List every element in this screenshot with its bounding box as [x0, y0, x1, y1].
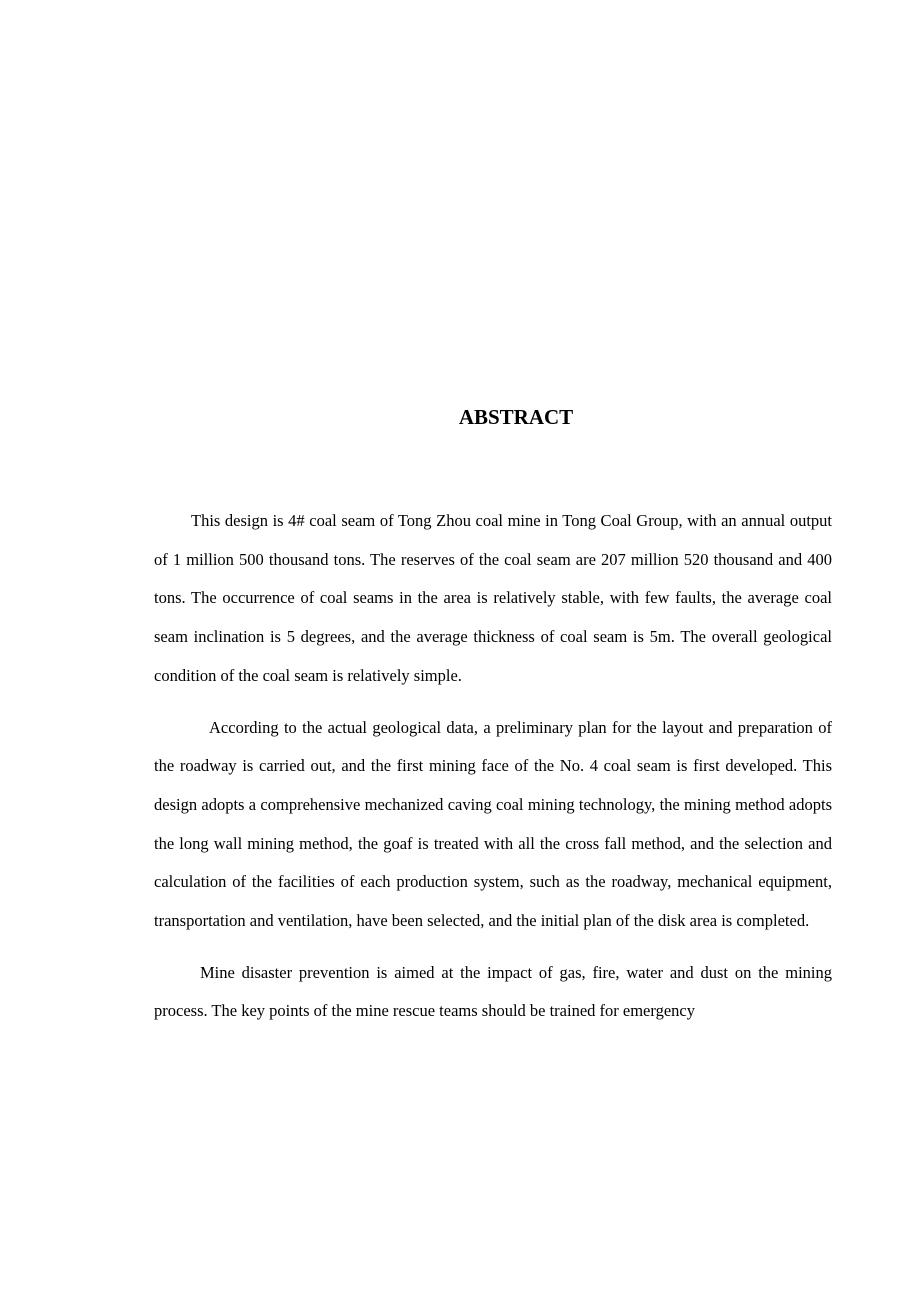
paragraph-3: Mine disaster prevention is aimed at the impact of gas, fire, water and dust on the mining process. The key points of the mine rescue teams should be trained for emergency: [154, 962, 832, 1021]
paragraph-2: According to the actual geological data, a preliminary plan for the layout and preparation of the roadway is carried out, and the first mining face of the No. 4 coal seam is first developed. This design adopts a comprehensive mechanized caving coal mining technology, the mining method adopts the long wall mining method, the goaf is treated with all the cross fall method, and the selection and calculation of the facilities of each production system, such as the roadway, mechanical equipment, transportation and ventilation, have been selected, and the initial plan of the disk area is completed.: [154, 717, 832, 931]
abstract-body: [154, 502, 832, 1044]
abstract-title: ABSTRACT: [458, 405, 574, 429]
paragraph-1: This design is 4# coal seam of Tong Zhou coal mine in Tong Coal Group, with an annual output of 1 million 500 thousand tons. The reserves of the coal seam are 207 million 520 thousand and 400 tons. The occurrence of coal seams in the area is relatively stable, with few faults, the average coal seam inclination is 5 degrees, and the average thickness of coal seam is 5m. The overall geological condition of the coal seam is relatively simple.: [154, 511, 832, 685]
